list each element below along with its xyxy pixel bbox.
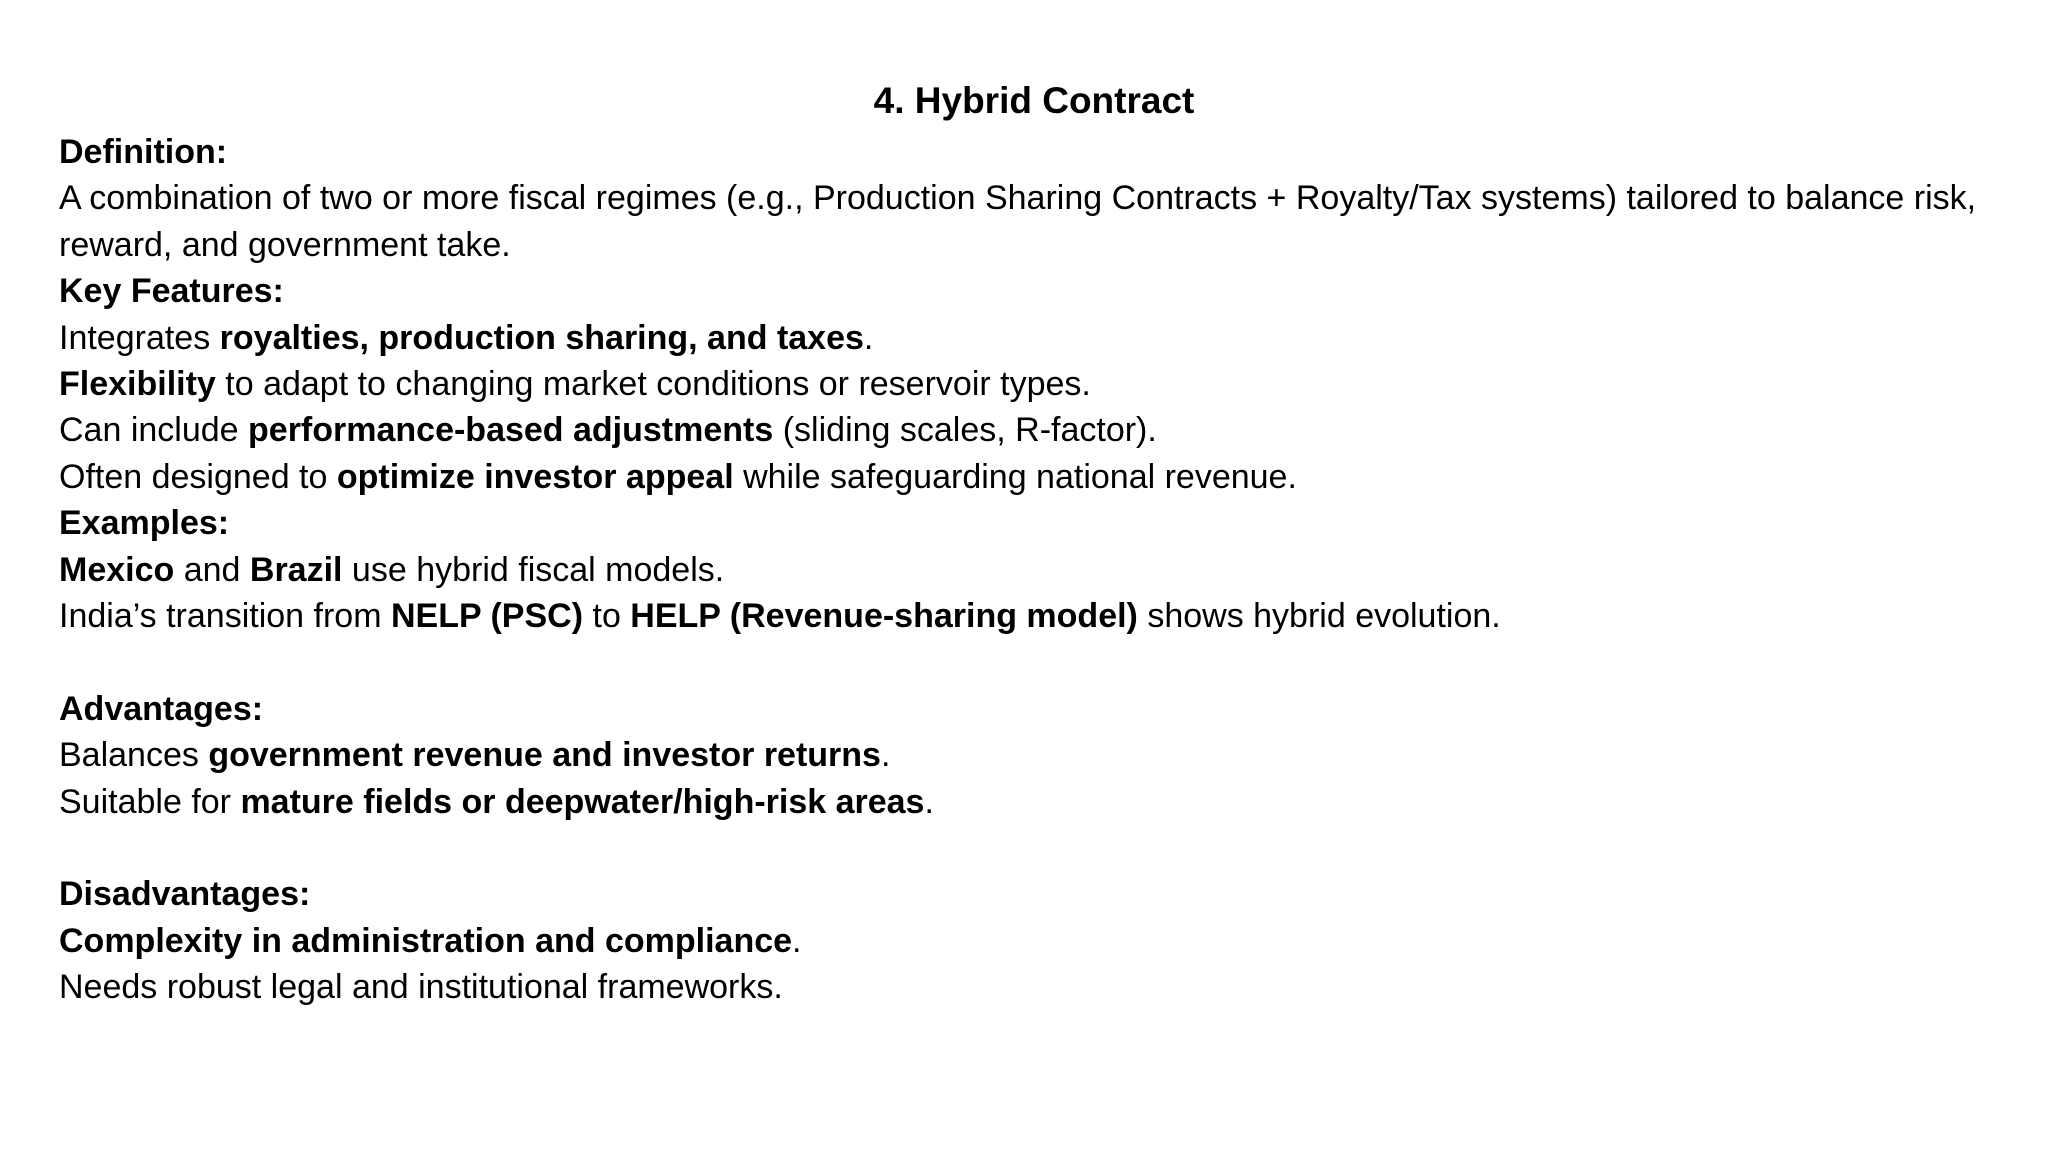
example-item: India’s transition from NELP (PSC) to HELP (Revenue-sharing model) shows hybrid evolution. [59, 597, 1501, 636]
definition-heading: Definition: [59, 133, 228, 171]
key-feature-item: Can include performance-based adjustments (sliding scales, R-factor). [59, 411, 1157, 450]
disadvantage-item: Needs robust legal and institutional frameworks. [59, 968, 783, 1007]
blank-line [59, 825, 2009, 871]
advantage-item: Balances government revenue and investor returns. [59, 736, 891, 775]
advantages-heading: Advantages: [59, 689, 264, 728]
examples-heading: Examples: [59, 504, 230, 543]
key-feature-item: Flexibility to adapt to changing market conditions or reservoir types. [59, 365, 1091, 404]
blank-line [59, 639, 2009, 685]
example-item: Mexico and Brazil use hybrid fiscal models. [59, 550, 725, 589]
advantage-item: Suitable for mature fields or deepwater/high-risk areas. [59, 782, 934, 821]
key-feature-item: Integrates royalties, production sharing, and taxes. [59, 318, 874, 357]
definition-text: A combination of two or more fiscal regimes (e.g., Production Sharing Contracts + Royalty/Tax systems) tailored to balance risk, reward, and government take. [59, 179, 1977, 264]
slide-title: 4. Hybrid Contract [873, 80, 1195, 121]
key-features-heading: Key Features: [59, 272, 284, 311]
disadvantage-item: Complexity in administration and compliance. [59, 921, 802, 960]
slide-body [59, 129, 2009, 1011]
disadvantages-heading: Disadvantages: [59, 875, 311, 914]
key-feature-item: Often designed to optimize investor appeal while safeguarding national revenue. [59, 457, 1297, 496]
